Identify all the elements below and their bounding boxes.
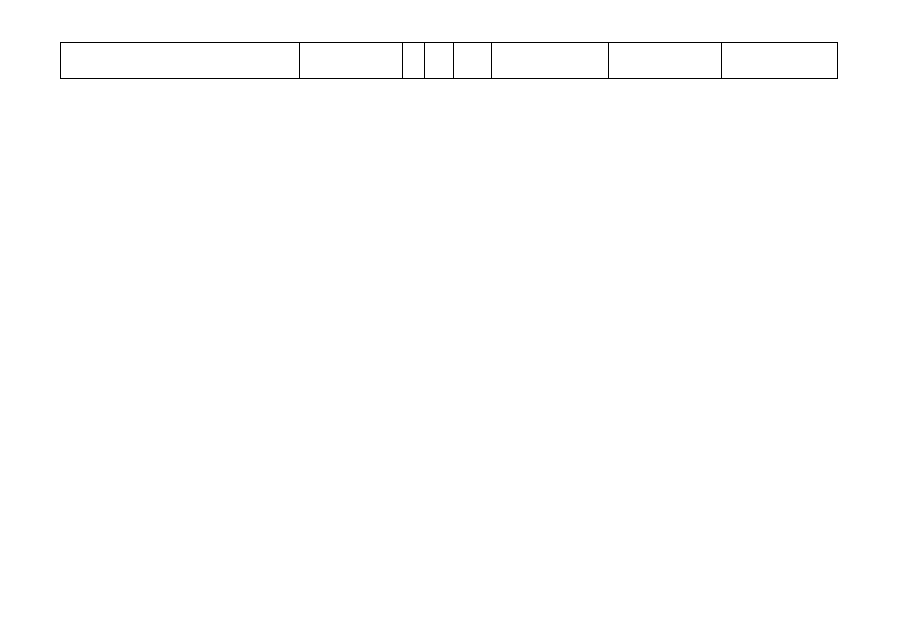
header-2022 [721, 43, 837, 78]
header-pr [424, 43, 453, 78]
header-rz [402, 43, 424, 78]
header-name [61, 43, 299, 78]
header-csr [299, 43, 402, 78]
header-2020 [491, 43, 608, 78]
header-2021 [608, 43, 722, 78]
header-min [453, 43, 491, 78]
table-header [60, 42, 838, 79]
